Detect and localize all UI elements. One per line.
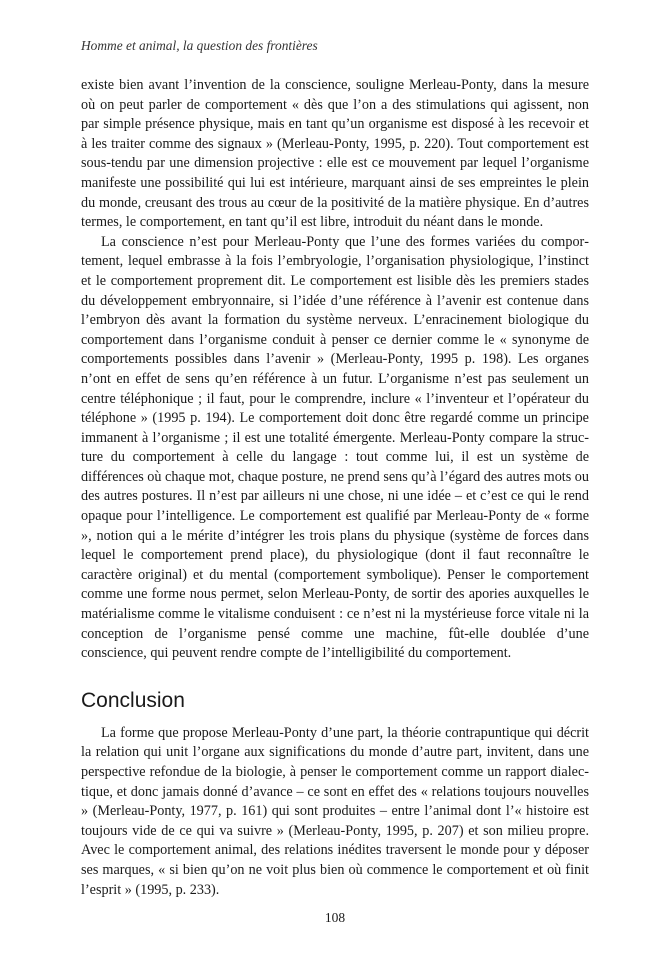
book-page xyxy=(81,0,589,976)
paragraph-conscience: La conscience n’est pour Merleau-Ponty que l’une des formes variées du comportement, lequel embrasse à la fois l’embryologie, l’organisation physiologique, l’instinct et le comportement proprement dit. Le comportement est lisible dès les premiers stades du développement embryonnaire, si l’idée d’une référence à l’avenir est contenue dans l’embryon dès avant la formation du système nerveux. L’enracinement biologique du comportement dans l’organisme conduit à penser ce dernier comme le « synonyme de comportements possibles dans l’avenir » (Merleau-Ponty, 1995 p. 198). Les organes n’ont en effet de sens qu’en référence à un futur. L’organisme n’est pas seulement un centre téléphonique ; il faut, pour le comprendre, inclure « l’inventeur et l’opérateur du téléphone » (1995 p. 194). Le comportement doit donc être regardé comme un principe immanent à l’organisme ; il est une totalité émergente. Merleau-Ponty compare la structure du comportement à celle du langage : tout comme lui, il est un système de différences où chaque mot, chaque posture, ne prend sens qu’à l’égard des autres mots ou des autres postures. Il n’est par ailleurs ni une chose, ni une idée – et c’est ce qui le rend opaque pour l’intelligence. Le comportement est qualifié par Merleau-Ponty de « forme », notion qui a le mérite d’intégrer les trois plans du physique (système de forces dans lequel le comportement prend place), du physiologique (dont il faut reconnaître le caractère original) et du mental (comportement symbolique). Penser le comportement comme une forme nous permet, selon Merleau-Ponty, de sortir des apories auxquelles le matérialisme comme le vitalisme conduisent : ce n’est ni la mystérieuse force vitale ni la conception de l’organisme pensé comme une machine, fût-elle doublée d’une conscience, qui peuvent rendre compte de l’intelligibilité du comportement. xyxy=(81,233,589,662)
running-head: Homme et animal, la question des frontières xyxy=(81,38,318,53)
page-number: 108 xyxy=(324,910,346,925)
body-text xyxy=(81,76,589,900)
paragraph-conclusion: La forme que propose Merleau-Ponty d’une part, la théorie contrapuntique qui décrit la relation qui unit l’organe aux significations du monde d’autre part, invitent, dans une perspective refondue de la biologie, à penser le comportement comme un rapport dialectique, et donc jamais donné d’avance – ce sont en effet des « relations toujours nouvelles » (Merleau-Ponty, 1977, p. 161) qui sont produites – entre l’animal dont l’« histoire est toujours vide de ce qui va suivre » (Merleau-Ponty, 1995, p. 207) et son milieu propre. Avec le comportement animal, des relations inédites traversent le monde pour y déposer ses marques, « si bien qu’on ne voit plus bien où commence le comportement et où finit l’esprit » (1995, p. 233). xyxy=(81,724,589,898)
section-heading-conclusion: Conclusion xyxy=(81,688,185,712)
paragraph-continuation: existe bien avant l’invention de la conscience, souligne Merleau-Ponty, dans la mesure où on peut parler de comportement « dès que l’on a des stimulations qui agissent, non par simple présence physique, mais en tant qu’un organisme est disposé à les recevoir et à les traiter comme des signaux » (Merleau-Ponty, 1995, p. 220). Tout comportement est sous-tendu par une dimension projective : elle est ce mouvement par lequel l’organisme manifeste une possibilité qui lui est intérieure, marquant ainsi de ses empreintes le plein du monde, creusant des trous au cœur de la positivité de la matière physique. En d’autres termes, le comportement, en tant qu’il est libre, introduit du néant dans le monde. xyxy=(81,77,589,231)
